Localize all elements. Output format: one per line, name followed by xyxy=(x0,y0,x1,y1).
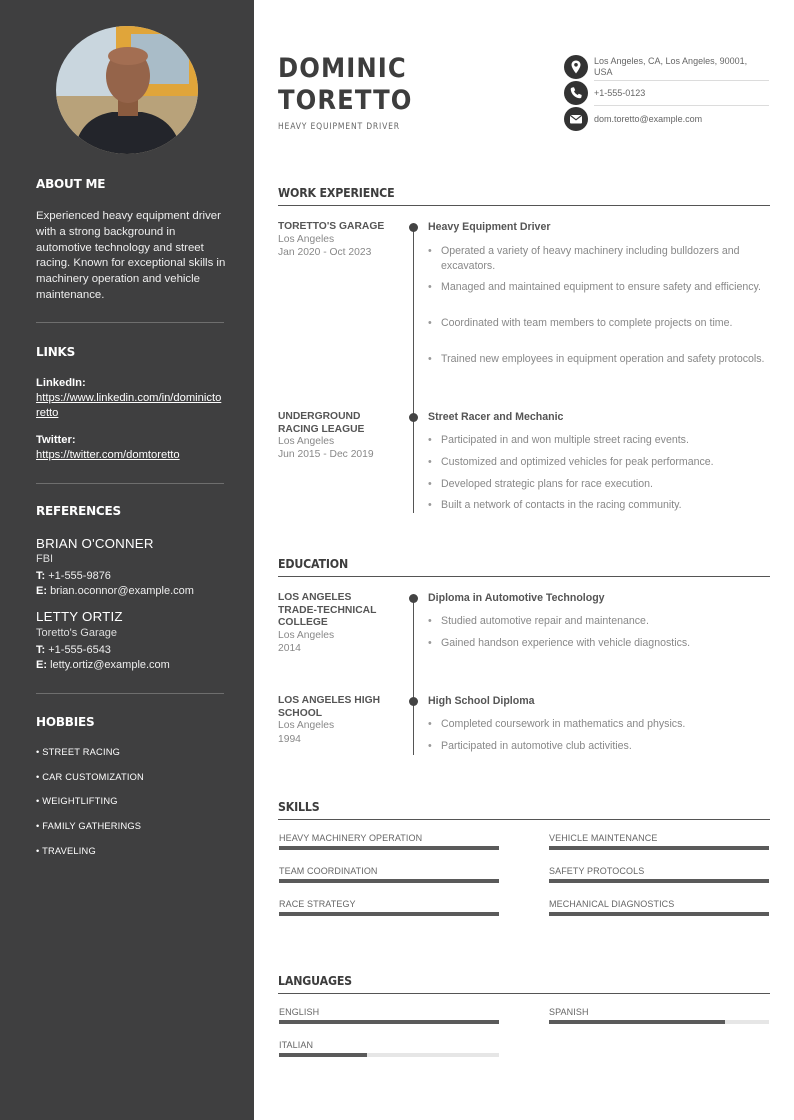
phone: +1-555-0123 xyxy=(594,88,646,98)
divider xyxy=(594,105,769,106)
job-bullet: • Developed strategic plans for race execution. xyxy=(428,477,770,492)
skill-bar xyxy=(549,912,769,916)
job-dates: Jan 2020 - Oct 2023 xyxy=(278,247,372,258)
skills-heading: SKILLS xyxy=(278,800,320,814)
hobby-item: • WEIGHTLIFTING xyxy=(36,796,118,806)
degree: High School Diploma xyxy=(428,695,535,707)
language-bar xyxy=(279,1053,499,1057)
about-text: Experienced heavy equipment driver with a strong background in automotive technology and street racing. Known for exceptional skills in machinery operation and vehicle maintenance. xyxy=(36,210,226,301)
email-label: E: xyxy=(36,659,47,671)
address-line: USA xyxy=(594,67,613,77)
education-bullet: • Completed coursework in mathematics and physics. xyxy=(428,717,770,732)
mail-icon xyxy=(564,107,588,131)
education-heading: EDUCATION xyxy=(278,557,349,571)
main-content xyxy=(254,0,794,1120)
job-bullet: • Participated in and won multiple street racing events. xyxy=(428,433,770,448)
timeline-dot xyxy=(409,594,418,603)
work-heading: WORK EXPERIENCE xyxy=(278,186,395,200)
timeline-line xyxy=(413,227,414,513)
skill-label: SAFETY PROTOCOLS xyxy=(549,866,645,876)
divider xyxy=(594,80,769,81)
job-role: Street Racer and Mechanic xyxy=(428,411,564,423)
divider xyxy=(36,693,224,694)
reference-org: FBI xyxy=(36,553,54,565)
hobby-item: • STREET RACING xyxy=(36,747,121,757)
first-name: DOMINIC xyxy=(278,53,407,84)
skill-bar-fill xyxy=(549,912,769,916)
skill-bar-fill xyxy=(549,879,769,883)
school: LOS ANGELES HIGH SCHOOL xyxy=(278,695,381,719)
section-rule xyxy=(278,819,770,820)
phone-label: T: xyxy=(36,570,46,582)
hobby-item: • TRAVELING xyxy=(36,846,96,856)
job-bullet: • Coordinated with team members to complete projects on time. xyxy=(428,316,770,331)
email-label: E: xyxy=(36,585,47,597)
timeline-line xyxy=(413,597,414,755)
employer: TORETTO'S GARAGE xyxy=(278,221,385,232)
languages-heading: LANGUAGES xyxy=(278,974,352,988)
skill-bar xyxy=(549,879,769,883)
job-bullet: • Managed and maintained equipment to ensure safety and efficiency. xyxy=(428,280,770,295)
school-location: Los Angeles xyxy=(278,630,335,641)
skill-label: VEHICLE MAINTENANCE xyxy=(549,833,658,843)
school-location: Los Angeles xyxy=(278,720,335,731)
job-title: HEAVY EQUIPMENT DRIVER xyxy=(278,122,400,132)
job-dates: Jun 2015 - Dec 2019 xyxy=(278,449,374,460)
language-bar xyxy=(549,1020,769,1024)
hobby-item: • CAR CUSTOMIZATION xyxy=(36,772,144,782)
email: dom.toretto@example.com xyxy=(594,114,703,124)
language-bar-fill xyxy=(279,1020,499,1024)
divider xyxy=(36,322,224,323)
education-bullet: • Participated in automotive club activities. xyxy=(428,739,770,754)
skill-bar-fill xyxy=(279,846,499,850)
skill-label: HEAVY MACHINERY OPERATION xyxy=(279,833,423,843)
section-rule xyxy=(278,205,770,206)
timeline-dot xyxy=(409,413,418,422)
last-name: TORETTO xyxy=(278,85,413,116)
reference-phone-value: +1-555-9876 xyxy=(48,570,111,582)
location-pin-icon xyxy=(564,55,588,79)
skill-label: TEAM COORDINATION xyxy=(279,866,378,876)
skill-bar xyxy=(549,846,769,850)
address xyxy=(594,56,770,78)
hobby-item: • FAMILY GATHERINGS xyxy=(36,821,142,831)
reference-email xyxy=(36,659,170,671)
job-bullet: • Customized and optimized vehicles for peak performance. xyxy=(428,455,770,470)
phone-label: T: xyxy=(36,644,46,656)
reference-name: BRIAN O'CONNER xyxy=(36,536,154,551)
profile-photo xyxy=(56,26,198,154)
reference-email xyxy=(36,585,194,597)
job-bullet: • Operated a variety of heavy machinery including bulldozers and excavators. xyxy=(428,244,770,273)
full-name xyxy=(278,53,412,117)
school-year: 2014 xyxy=(278,643,301,654)
language-bar-fill xyxy=(549,1020,725,1024)
timeline-dot xyxy=(409,223,418,232)
reference-email-value: letty.ortiz@example.com xyxy=(50,659,170,671)
job-location: Los Angeles xyxy=(278,436,335,447)
job-bullet: • Built a network of contacts in the racing community. xyxy=(428,498,770,513)
skill-bar-fill xyxy=(549,846,769,850)
hobbies-heading: HOBBIES xyxy=(36,715,95,729)
section-rule xyxy=(278,993,770,994)
address-line: Los Angeles, CA, Los Angeles, 90001, xyxy=(594,56,748,66)
language-label: ENGLISH xyxy=(279,1007,320,1017)
reference-phone xyxy=(36,570,111,582)
reference-org: Toretto's Garage xyxy=(36,627,117,639)
references-heading: REFERENCES xyxy=(36,504,121,518)
timeline-dot xyxy=(409,697,418,706)
reference-phone-value: +1-555-6543 xyxy=(48,644,111,656)
degree: Diploma in Automotive Technology xyxy=(428,592,605,604)
twitter-label: Twitter: xyxy=(36,434,76,446)
job-bullet: • Trained new employees in equipment operation and safety protocols. xyxy=(428,352,770,367)
employer: UNDERGROUND RACING LEAGUE xyxy=(278,411,365,435)
about-heading: ABOUT ME xyxy=(36,177,106,191)
linkedin-label: LinkedIn: xyxy=(36,377,86,389)
school: LOS ANGELES TRADE-TECHNICAL COLLEGE xyxy=(278,592,377,629)
language-bar-fill xyxy=(279,1053,367,1057)
education-bullet: • Studied automotive repair and maintenance. xyxy=(428,614,770,629)
linkedin-link[interactable]: https://www.linkedin.com/in/dominictoretto xyxy=(36,392,222,419)
reference-name: LETTY ORTIZ xyxy=(36,609,123,624)
language-label: SPANISH xyxy=(549,1007,589,1017)
skill-bar-fill xyxy=(279,912,499,916)
skill-bar xyxy=(279,912,499,916)
links-heading: LINKS xyxy=(36,345,76,359)
school-year: 1994 xyxy=(278,734,301,745)
phone-icon xyxy=(564,81,588,105)
skill-label: MECHANICAL DIAGNOSTICS xyxy=(549,899,675,909)
section-rule xyxy=(278,576,770,577)
language-label: ITALIAN xyxy=(279,1040,314,1050)
sidebar xyxy=(0,0,254,1120)
reference-email-value: brian.oconnor@example.com xyxy=(50,585,194,597)
job-role: Heavy Equipment Driver xyxy=(428,221,551,233)
job-location: Los Angeles xyxy=(278,234,335,245)
language-bar xyxy=(279,1020,499,1024)
divider xyxy=(36,483,224,484)
education-bullet: • Gained handson experience with vehicle diagnostics. xyxy=(428,636,770,651)
skill-bar xyxy=(279,846,499,850)
skill-bar-fill xyxy=(279,879,499,883)
reference-phone xyxy=(36,644,111,656)
twitter-link[interactable]: https://twitter.com/domtoretto xyxy=(36,449,180,461)
skill-label: RACE STRATEGY xyxy=(279,899,356,909)
skill-bar xyxy=(279,879,499,883)
